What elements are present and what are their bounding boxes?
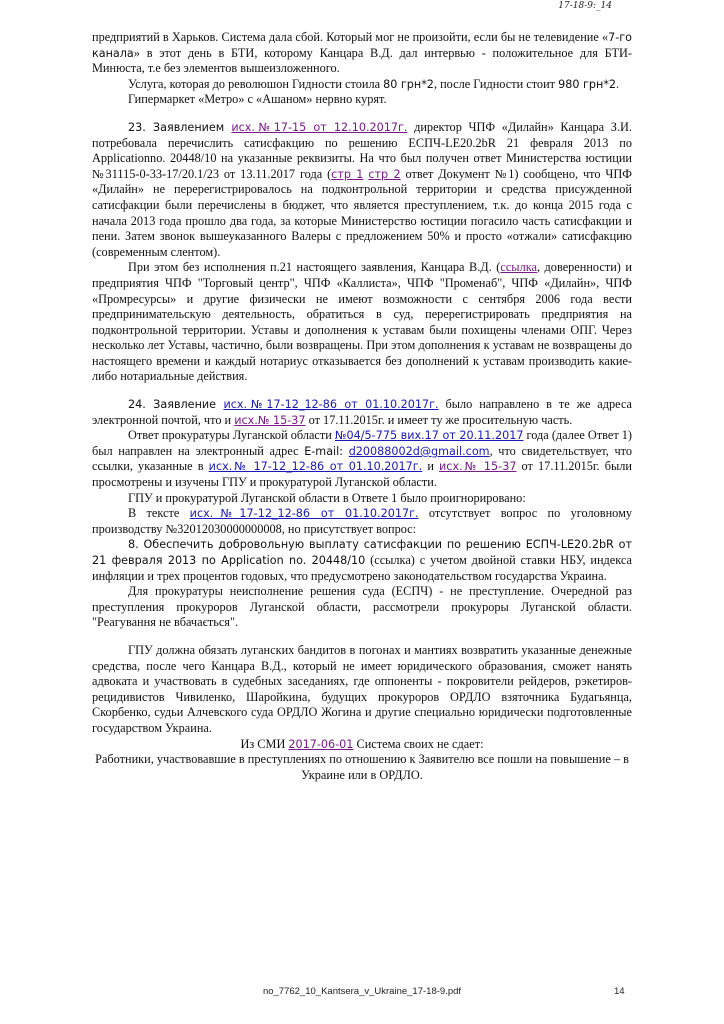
text-run: , после Гидности стоит [433,76,559,91]
text-run: директор ЧПФ «Дилайн» Канцара З.И. потребовала перечислить сатисфакцию по решению ЕСПЧ-LE20.2bR 21 февраля 2013 по Applicationno. 20448/10 на указанные реквизиты. На что был получен ответ Министерства юстиции №31115-0-33-17/20.1/23 от 13.11.2017 года ( [92,119,632,181]
text-run: В тексте [128,506,190,521]
link-ref-17-12[interactable]: исх.№17-12_12-86 от 01.10.2017г. [189,507,419,521]
paragraph: ГПУ и прокуратурой Луганской области в Ответе 1 было проигнорировано: [128,490,526,505]
paragraph: ГПУ должна обязать луганских бандитов в погонах и мантиях возвратить указанные денежные средства, после чего Канцара В.Д., который не имеет юридического образования, сможет нанять адвоката и участвовать в судебных заседаниях, где оппоненты - покровители рейдеров, рэкетиров-рецидивистов Чивиленко, Шаройкина, будущих прокуроров ОРДЛО взяточника Будагьянца, Скорбенко, судьи Алчевского суда ОРДЛО Жогина и другие специально юридически подготовленные государством Украина. [92,642,632,735]
text-run: 980 грн*2 [558,77,617,91]
paragraph [92,30,632,77]
paragraph [92,77,632,93]
paragraph [92,260,632,385]
text-run: отсутствует вопрос по уголовному производству №32012030000000008, но присутствует вопрос: [92,506,633,536]
link-ref-15-37[interactable]: исх.№ 15-37 [439,460,517,474]
text-run: Услуга, которая до революшон Гидности стоила [128,76,384,91]
text-run: 80 грн*2 [383,77,434,91]
text-run: Ответ прокуратуры Луганской области [128,428,335,443]
text-run: 7-го канала [92,31,632,60]
text-run: 8. Обеспечить добровольную выплату сатисфакции по решению ЕСПЧ-LE20.2bR от 21 февраля 2013 по [92,538,632,567]
text-run: Application no. 20448/10 [221,554,366,567]
email-link[interactable]: d20088002d@gmail.com [348,444,490,458]
paragraph: Гипермаркет «Метро» с «Ашаном» нервно курят. [128,92,387,107]
link-answer-04-5-775[interactable]: №04/5-775 вих.17 от 20.11.2017 [334,429,524,443]
document-body [92,30,632,783]
text-run: , доверенности) и предприятия ЧПФ "Торговый центр", ЧПФ «Каллиста», ЧПФ "Променаб", ЧПФ «Дилайн», ЧПФ «Промресурсы» и другие физически не имеют возможности с сентября 2006 года вести предпринимательскую деятельность, обратиться в суд, перерегистрировать предприятия на подконтрольной территории. Уставы и дополнения к уставам были похищены членами ОПГ. Через несколько лет Уставы, частично, были возвращены. При этом дополнения к уставам не возвращены до настоящего времени и каждый нотариус отказывается без дополнений к уставам производить какие-либо нотариальные действия. [92,260,632,384]
paragraph: Работники, участвовавшие в преступлениях по отношению к Заявителю все пошли на повышение – в Украине или в ОРДЛО. [95,752,629,782]
link-ref-17-12[interactable]: исх.№17-12_12-86 от 01.10.2017г. [223,398,439,412]
link-ref-17-15[interactable]: исх.№17-15 от 12.10.2017г. [231,120,408,134]
paragraph-24 [92,397,632,428]
text-run: ответ Документ №1) сообщено, что ЧПФ «Дилайн» не перерегистрировалось на подконтрольной территории и средства присужденной сатисфакции были перечислены в бюджет, что является преступлением, т.к. до конца 2015 года с начала 2013 года прошло два года, за которые Министерство юстиции погасило часть сатисфакции и пени. Затем звонок вышеуказанного Валеры с предложением 50% и просто «отжали» сатисфакцию (современным слентом). [92,166,632,259]
text-run: года (далее Ответ 1) был направлен на электронный адрес [92,428,633,458]
text-run: Система своих не сдает: [353,736,484,751]
text-run: предприятий в Харьков. Система дала сбой. Который мог не произойти, если бы не телевидение « [92,30,609,44]
link-ref-17-12[interactable]: исх.№ 17-12_12-86 от 01.10.2017г. [208,460,423,474]
text-run: (ссылка) с учетом двойной ставки НБУ, индекса инфляции и трех процентов годовых, что предусмотрено законодательством государства Украина. [92,553,632,583]
text-run: E-mail: [304,444,344,458]
paragraph: Для прокуратуры неисполнение решения суда (ЕСПЧ) - не преступление. Очередной раз преступления прокуроров Луганской области, рассмотрели прокуроры Луганской области. "Реагування не вбачається". [92,584,632,630]
link-ref-15-37[interactable]: исх.№ 15-37 [234,413,306,427]
text-run: При этом без исполнения п.21 настоящего заявления, Канцара В.Д. ( [128,260,501,275]
link-page-1[interactable]: стр 1 [331,167,364,181]
text-run: 24. Заявление [128,398,224,412]
paragraph [92,537,632,584]
text-run: » в этот день в БТИ, которому Канцара В.Д. дал интервью - положительное для БТИ-Минюста, т.е без элементов вышеизложенного. [92,45,632,76]
text-run: от 17.11.2015г. и имеет ту же просительную часть. [305,412,573,427]
footer-filename: no_7762_10_Kantsera_v_Ukraine_17-18-9.pdf [262,986,462,997]
text-run: было направлено в те же адреса электронной почтой, что и [92,397,633,427]
link-reference[interactable]: ссылка [500,260,537,275]
paragraph [92,737,632,753]
link-media-2017-06-01[interactable]: 2017-06-01 [288,737,354,751]
footer-page-number: 14 [614,986,625,997]
text-run: , что свидетельствует, что ссылки, указанные в [92,443,632,474]
text-run: от 17.11.2015г. были просмотрены и изучены ГПУ и прокуратурой Луганской области. [92,459,632,490]
paragraph-23 [92,120,632,260]
text-run: . [616,76,620,91]
header-mark: 17-18-9:_14 [558,1,612,11]
text-run: 23. Заявлением [128,120,232,134]
text-run: Из СМИ [240,736,289,751]
paragraph [92,506,632,537]
paragraph [92,428,632,490]
link-page-2[interactable]: стр 2 [368,167,401,181]
text-run: и [422,459,440,474]
